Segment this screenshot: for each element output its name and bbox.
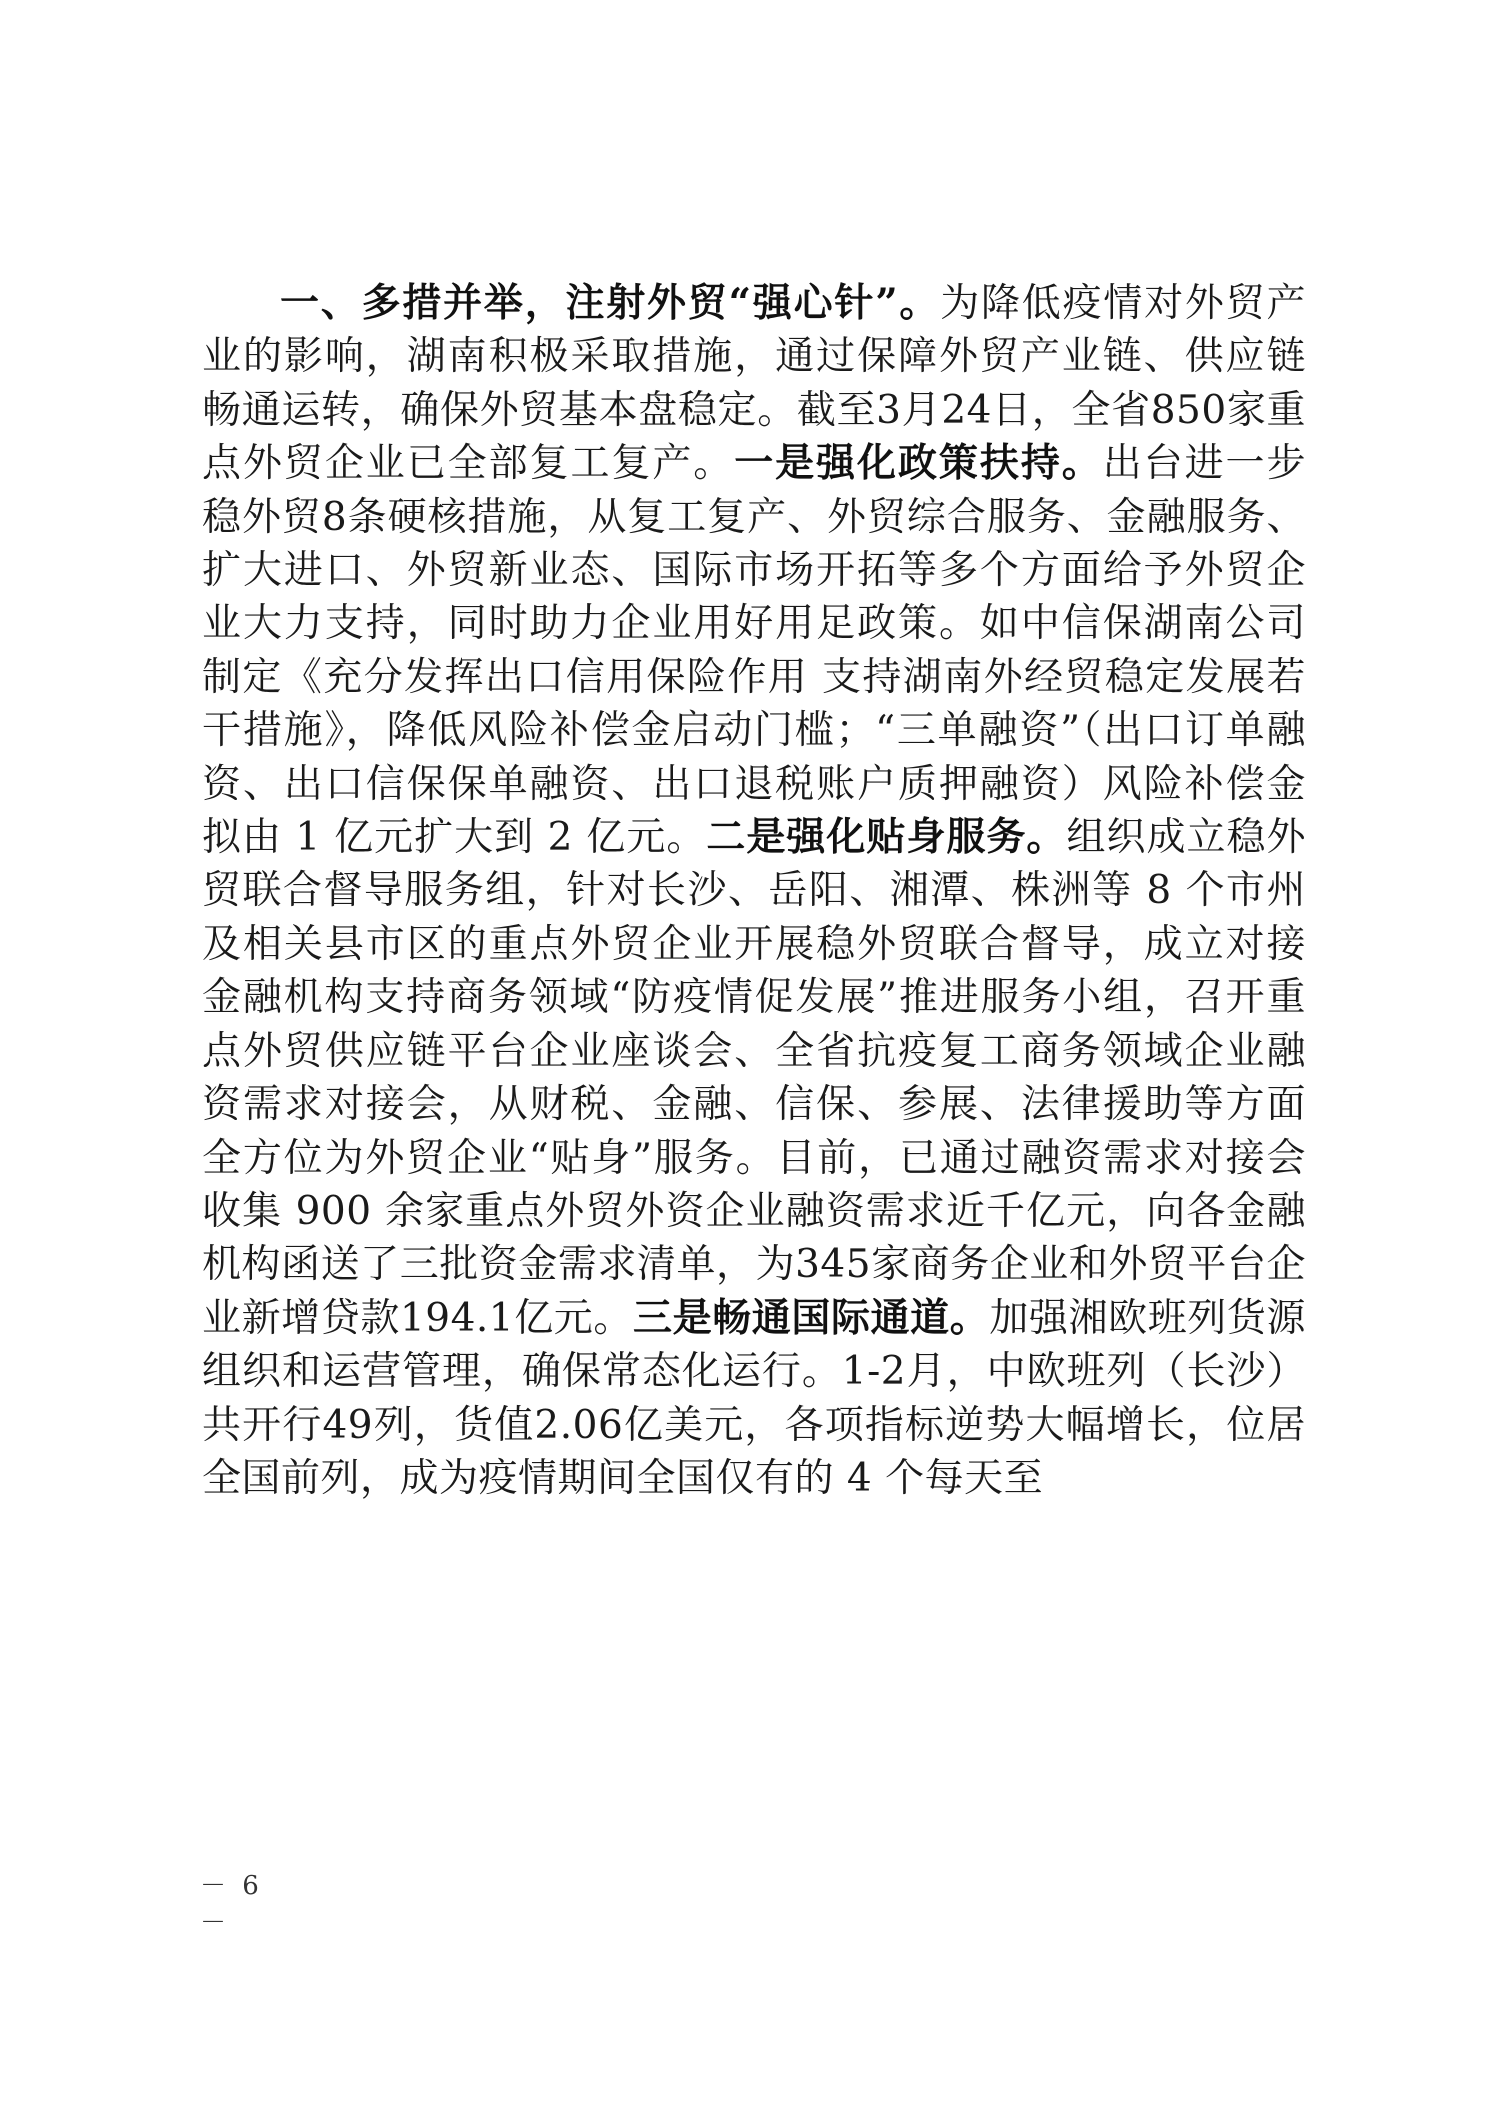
text-run: 组织成立稳外贸联合督导服务组，针对长沙、岳阳、湘潭、株洲等 8 个市州及相关县市区的重点外贸企业开展稳外贸联合督导，成立对接金融机构支持商务领域“防疫情促发展”推进服务小组，召开重点外贸供应链平台企业座谈会、全省抗疫复工商务领域企业融资需求对接会，从财税、金融、信保、参展、法律援助等方面全方位为外贸企业“贴身”服务。目前，已通过融资需求对接会收集 900 余家重点外贸外资企业融资需求近千亿元，向各金融机构函送了三批资金需求清单，为345家商务企业和外贸平台企业新增贷款194.1亿元。	[202, 815, 1306, 1341]
body-paragraph	[202, 277, 1306, 1505]
page-number: － 6 －	[200, 1871, 263, 1938]
subheading-international-channel: 三是畅通国际通道。	[632, 1294, 990, 1341]
subheading-policy-support: 一是强化政策扶持。	[734, 440, 1103, 487]
text-run: 出台进一步稳外贸8条硬核措施，从复工复产、外贸综合服务、金融服务、扩大进口、外贸新业态、国际市场开拓等多个方面给予外贸企业大力支持，同时助力企业用好用足政策。如中信保湖南公司制定《充分发挥出口信用保险作用 支持湖南外经贸稳定发展若干措施》，降低风险补偿金启动门槛；“三单融资”（出口订单融资、出口信保保单融资、出口退税账户质押融资）风险补偿金拟由 1 亿元扩大到 2 亿元。	[202, 441, 1306, 861]
section-heading: 一、多措并举，注射外贸“强心针”。	[280, 280, 941, 326]
text-run: 为降低疫情对外贸产业的影响，湖南积极采取措施，通过保障外贸产业链、供应链畅通运转，确保外贸基本盘稳定。截至3月24日，全省850家重点外贸企业已全部复工复产。	[202, 281, 1306, 487]
subheading-close-service: 二是强化贴身服务。	[706, 814, 1067, 861]
text-run: 加强湘欧班列货源组织和运营管理，确保常态化运行。1-2月，中欧班列（长沙）共开行49列，货值2.06亿美元，各项指标逆势大幅增长，位居全国前列，成为疫情期间全国仅有的 4 个每天至	[202, 1295, 1306, 1501]
